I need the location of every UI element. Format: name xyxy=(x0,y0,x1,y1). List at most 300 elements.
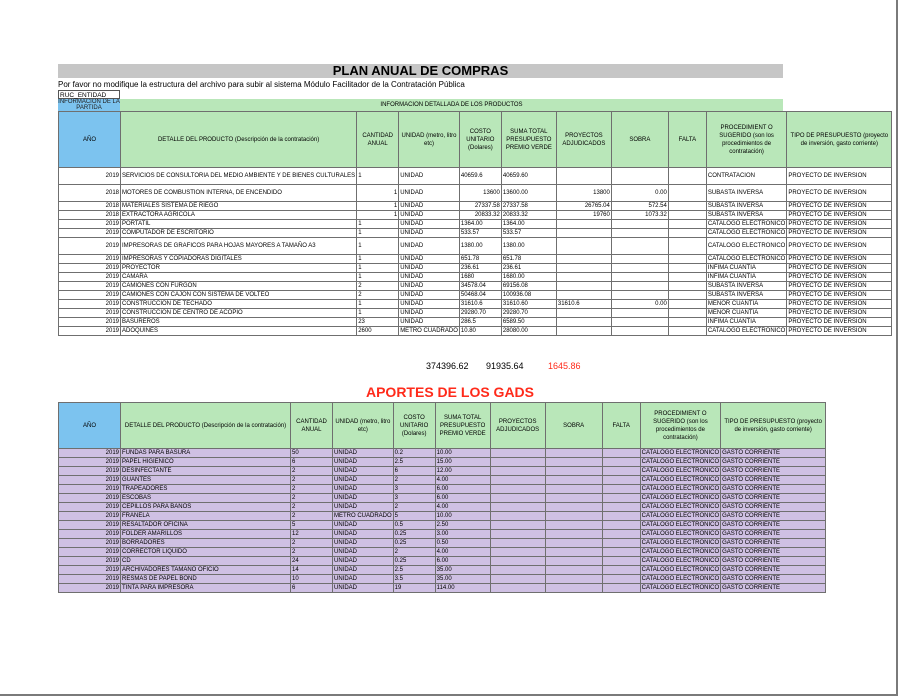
cell-falta[interactable] xyxy=(602,494,640,503)
cell-unidad[interactable]: UNIDAD xyxy=(399,168,460,185)
cell-falta[interactable] xyxy=(602,503,640,512)
cell-tipo[interactable]: GASTO CORRIENTE xyxy=(721,512,826,521)
cell-anio[interactable]: 2018 xyxy=(59,202,121,211)
cell-detalle[interactable]: TINTA PARA IMPRESORA xyxy=(121,584,291,593)
cell-costo[interactable]: 5 xyxy=(393,512,435,521)
ruc-entidad-cell[interactable]: RUC_ENTIDAD xyxy=(58,90,120,99)
cell-unidad[interactable]: UNIDAD xyxy=(333,575,394,584)
cell-falta[interactable] xyxy=(602,530,640,539)
cell-unidad[interactable]: UNIDAD xyxy=(399,229,460,238)
cell-falta[interactable] xyxy=(602,584,640,593)
cell-proyectos[interactable] xyxy=(556,291,611,300)
cell-suma[interactable]: 13600.00 xyxy=(501,185,556,202)
cell-sobra[interactable] xyxy=(611,220,668,229)
cell-proyectos[interactable] xyxy=(556,318,611,327)
cell-cantidad[interactable]: 14 xyxy=(291,566,333,575)
cell-sobra[interactable] xyxy=(545,539,602,548)
cell-cantidad[interactable]: 2 xyxy=(291,485,333,494)
cell-tipo[interactable]: GASTO CORRIENTE xyxy=(721,467,826,476)
cell-falta[interactable] xyxy=(668,318,706,327)
cell-costo[interactable]: 0.5 xyxy=(393,521,435,530)
cell-detalle[interactable]: PAPEL HIGIENICO xyxy=(121,458,291,467)
cell-anio[interactable]: 2019 xyxy=(59,327,121,336)
cell-anio[interactable]: 2019 xyxy=(59,485,121,494)
cell-procedimiento[interactable]: CONTRATACION xyxy=(706,168,786,185)
cell-proyectos[interactable] xyxy=(490,557,545,566)
cell-detalle[interactable]: DESINFECTANTE xyxy=(121,467,291,476)
cell-costo[interactable]: 13600 xyxy=(459,185,501,202)
cell-procedimiento[interactable]: SUBASTA INVERSA xyxy=(706,202,786,211)
cell-proyectos[interactable] xyxy=(556,327,611,336)
cell-cantidad[interactable]: 24 xyxy=(291,557,333,566)
cell-costo[interactable]: 1680 xyxy=(459,273,501,282)
cell-procedimiento[interactable]: INFIMA CUANTIA xyxy=(706,318,786,327)
cell-falta[interactable] xyxy=(668,291,706,300)
cell-detalle[interactable]: CAMIONES CON CAJON CON SISTEMA DE VOLTEO xyxy=(121,291,357,300)
cell-tipo[interactable]: GASTO CORRIENTE xyxy=(721,566,826,575)
cell-unidad[interactable]: UNIDAD xyxy=(333,458,394,467)
cell-anio[interactable]: 2019 xyxy=(59,584,121,593)
cell-detalle[interactable]: CONSTRUCCION DE CENTRO DE ACOPIO xyxy=(121,309,357,318)
cell-procedimiento[interactable]: CATALOGO ELECTRONICO xyxy=(641,531,720,537)
cell-unidad[interactable]: UNIDAD xyxy=(333,476,394,485)
cell-unidad[interactable]: UNIDAD xyxy=(399,309,460,318)
cell-proyectos[interactable] xyxy=(556,264,611,273)
cell-procedimiento[interactable]: CATALOGO ELECTRONICO xyxy=(641,468,720,474)
cell-suma[interactable]: 533.57 xyxy=(501,229,556,238)
cell-detalle[interactable]: FOLDER AMARILLOS xyxy=(121,530,291,539)
cell-tipo[interactable]: PROYECTO DE INVERSION xyxy=(787,238,892,255)
cell-suma[interactable]: 4.00 xyxy=(435,476,490,485)
cell-procedimiento[interactable]: INFIMA CUANTIA xyxy=(706,273,786,282)
cell-proyectos[interactable] xyxy=(556,255,611,264)
cell-sobra[interactable]: 0.00 xyxy=(611,300,668,309)
cell-anio[interactable]: 2019 xyxy=(59,557,121,566)
cell-suma[interactable]: 12.00 xyxy=(435,467,490,476)
cell-falta[interactable] xyxy=(602,449,640,458)
cell-falta[interactable] xyxy=(668,327,706,336)
cell-proyectos[interactable] xyxy=(556,238,611,255)
cell-procedimiento[interactable]: CATALOGO ELECTRONICO xyxy=(641,495,720,501)
cell-costo[interactable]: 651.78 xyxy=(459,255,501,264)
cell-tipo[interactable]: GASTO CORRIENTE xyxy=(721,584,826,593)
cell-falta[interactable] xyxy=(602,521,640,530)
cell-anio[interactable]: 2019 xyxy=(59,467,121,476)
cell-detalle[interactable]: BORRADORES xyxy=(121,539,291,548)
cell-suma[interactable]: 4.00 xyxy=(435,503,490,512)
cell-procedimiento[interactable]: CATALOGO ELECTRONICO xyxy=(641,477,720,483)
cell-tipo[interactable]: GASTO CORRIENTE xyxy=(721,575,826,584)
cell-anio[interactable]: 2019 xyxy=(59,238,121,255)
cell-cantidad[interactable]: 12 xyxy=(291,530,333,539)
cell-proyectos[interactable] xyxy=(490,539,545,548)
cell-tipo[interactable]: PROYECTO DE INVERSION xyxy=(787,318,892,327)
cell-costo[interactable]: 0.2 xyxy=(393,449,435,458)
cell-sobra[interactable] xyxy=(545,485,602,494)
cell-procedimiento[interactable]: CATALOGO ELECTRONICO xyxy=(641,450,720,456)
cell-tipo[interactable]: PROYECTO DE INVERSION xyxy=(787,291,892,300)
cell-suma[interactable]: 6589.50 xyxy=(501,318,556,327)
cell-unidad[interactable]: UNIDAD xyxy=(399,282,460,291)
cell-anio[interactable]: 2019 xyxy=(59,566,121,575)
cell-cantidad[interactable]: 1 xyxy=(357,238,399,255)
cell-falta[interactable] xyxy=(602,458,640,467)
cell-anio[interactable]: 2018 xyxy=(59,211,121,220)
cell-costo[interactable]: 6 xyxy=(393,467,435,476)
cell-proyectos[interactable] xyxy=(490,485,545,494)
cell-tipo[interactable]: PROYECTO DE INVERSION xyxy=(787,300,892,309)
cell-tipo[interactable]: PROYECTO DE INVERSION xyxy=(787,327,892,336)
cell-costo[interactable]: 27337.58 xyxy=(459,202,501,211)
cell-anio[interactable]: 2019 xyxy=(59,168,121,185)
cell-procedimiento[interactable]: INFIMA CUANTIA xyxy=(706,264,786,273)
cell-detalle[interactable]: PROYECTOR xyxy=(121,264,357,273)
cell-proyectos[interactable] xyxy=(490,494,545,503)
cell-cantidad[interactable]: 1 xyxy=(357,273,399,282)
cell-suma[interactable]: 15.00 xyxy=(435,458,490,467)
cell-sobra[interactable] xyxy=(611,327,668,336)
cell-anio[interactable]: 2019 xyxy=(59,521,121,530)
cell-anio[interactable]: 2019 xyxy=(59,575,121,584)
cell-suma[interactable]: 20833.32 xyxy=(501,211,556,220)
cell-tipo[interactable]: PROYECTO DE INVERSION xyxy=(787,168,892,185)
cell-procedimiento[interactable]: CATALOGO ELECTRONICO xyxy=(641,522,720,528)
cell-tipo[interactable]: GASTO CORRIENTE xyxy=(721,548,826,557)
cell-detalle[interactable]: FUNDAS PARA BASURA xyxy=(121,449,291,458)
cell-procedimiento[interactable]: CATALOGO ELECTRONICO xyxy=(706,238,786,255)
cell-cantidad[interactable]: 6 xyxy=(291,458,333,467)
cell-anio[interactable]: 2019 xyxy=(59,255,121,264)
cell-falta[interactable] xyxy=(602,476,640,485)
cell-detalle[interactable]: MATERIALES SISTEMA DE RIEGO xyxy=(121,202,357,211)
cell-detalle[interactable]: CAMARA xyxy=(121,273,357,282)
cell-suma[interactable]: 2.50 xyxy=(435,521,490,530)
cell-sobra[interactable] xyxy=(611,318,668,327)
cell-cantidad[interactable]: 1 xyxy=(357,309,399,318)
cell-costo[interactable]: 3.5 xyxy=(393,575,435,584)
cell-detalle[interactable]: RESMAS DE PAPEL BOND xyxy=(121,575,291,584)
cell-suma[interactable]: 100936.08 xyxy=(501,291,556,300)
cell-proyectos[interactable] xyxy=(490,548,545,557)
cell-sobra[interactable] xyxy=(545,512,602,521)
cell-sobra[interactable] xyxy=(545,530,602,539)
cell-sobra[interactable] xyxy=(545,548,602,557)
cell-sobra[interactable] xyxy=(545,575,602,584)
cell-detalle[interactable]: IMPRESORAS DE GRAFICOS PARA HOJAS MAYORES A TAMAÑO A3 xyxy=(121,238,357,255)
cell-cantidad[interactable]: 2 xyxy=(291,548,333,557)
cell-unidad[interactable]: UNIDAD xyxy=(333,539,394,548)
cell-tipo[interactable]: GASTO CORRIENTE xyxy=(721,476,826,485)
cell-sobra[interactable] xyxy=(545,557,602,566)
cell-anio[interactable]: 2019 xyxy=(59,449,121,458)
cell-cantidad[interactable]: 2 xyxy=(291,503,333,512)
cell-procedimiento[interactable]: CATALOGO ELECTRONICO xyxy=(641,576,720,582)
cell-unidad[interactable]: UNIDAD xyxy=(333,467,394,476)
cell-costo[interactable]: 40659.6 xyxy=(459,168,501,185)
cell-unidad[interactable]: UNIDAD xyxy=(333,530,394,539)
cell-unidad[interactable]: UNIDAD xyxy=(399,264,460,273)
cell-anio[interactable]: 2019 xyxy=(59,318,121,327)
cell-proyectos[interactable] xyxy=(556,220,611,229)
cell-falta[interactable] xyxy=(668,300,706,309)
cell-cantidad[interactable]: 10 xyxy=(291,575,333,584)
cell-procedimiento[interactable]: CATALOGO ELECTRONICO xyxy=(707,256,786,262)
cell-detalle[interactable]: CEPILLOS PARA BAÑOS xyxy=(121,503,291,512)
cell-anio[interactable]: 2018 xyxy=(59,185,121,202)
cell-anio[interactable]: 2019 xyxy=(59,229,121,238)
cell-tipo[interactable]: GASTO CORRIENTE xyxy=(721,449,826,458)
cell-unidad[interactable]: UNIDAD xyxy=(399,255,460,264)
cell-falta[interactable] xyxy=(668,229,706,238)
cell-proyectos[interactable] xyxy=(556,282,611,291)
cell-proyectos[interactable]: 13800 xyxy=(556,185,611,202)
cell-costo[interactable]: 0.25 xyxy=(393,530,435,539)
cell-cantidad[interactable]: 2 xyxy=(291,494,333,503)
cell-costo[interactable]: 34578.04 xyxy=(459,282,501,291)
cell-suma[interactable]: 651.78 xyxy=(501,255,556,264)
cell-tipo[interactable]: PROYECTO DE INVERSION xyxy=(787,229,892,238)
cell-detalle[interactable]: TRAPEADORES xyxy=(121,485,291,494)
cell-sobra[interactable] xyxy=(611,309,668,318)
cell-cantidad[interactable]: 2 xyxy=(357,282,399,291)
cell-proyectos[interactable] xyxy=(490,449,545,458)
cell-costo[interactable]: 286.5 xyxy=(459,318,501,327)
cell-cantidad[interactable]: 1 xyxy=(357,168,399,185)
cell-falta[interactable] xyxy=(668,264,706,273)
cell-procedimiento[interactable]: CATALOGO ELECTRONICO xyxy=(641,549,720,555)
cell-cantidad[interactable]: 2 xyxy=(291,512,333,521)
cell-sobra[interactable] xyxy=(611,273,668,282)
cell-unidad[interactable]: UNIDAD xyxy=(399,318,460,327)
cell-detalle[interactable]: ADOQUINES xyxy=(121,327,357,336)
cell-suma[interactable]: 236.61 xyxy=(501,264,556,273)
cell-detalle[interactable]: CONSTRUCCION DE TECHADO xyxy=(121,300,357,309)
cell-unidad[interactable]: UNIDAD xyxy=(333,503,394,512)
cell-falta[interactable] xyxy=(602,485,640,494)
cell-unidad[interactable]: UNIDAD xyxy=(333,548,394,557)
cell-procedimiento[interactable]: SUBASTA INVERSA xyxy=(706,282,786,291)
cell-unidad[interactable]: METRO CUADRADO xyxy=(400,328,458,334)
cell-detalle[interactable]: CORRECTOR LIQUIDO xyxy=(121,548,291,557)
cell-suma[interactable]: 1380.00 xyxy=(501,238,556,255)
cell-detalle[interactable]: CAMIONES CON FURGON xyxy=(121,282,357,291)
cell-proyectos[interactable] xyxy=(490,476,545,485)
cell-tipo[interactable]: GASTO CORRIENTE xyxy=(721,503,826,512)
cell-suma[interactable]: 3.00 xyxy=(435,530,490,539)
cell-sobra[interactable] xyxy=(545,521,602,530)
cell-sobra[interactable] xyxy=(545,503,602,512)
cell-suma[interactable]: 0.50 xyxy=(435,539,490,548)
cell-unidad[interactable]: UNIDAD xyxy=(333,566,394,575)
cell-tipo[interactable]: GASTO CORRIENTE xyxy=(721,530,826,539)
cell-anio[interactable]: 2019 xyxy=(59,300,121,309)
cell-cantidad[interactable]: 23 xyxy=(357,318,399,327)
cell-anio[interactable]: 2019 xyxy=(59,309,121,318)
cell-procedimiento[interactable]: CATALOGO ELECTRONICO xyxy=(641,504,720,510)
cell-tipo[interactable]: GASTO CORRIENTE xyxy=(721,494,826,503)
cell-proyectos[interactable] xyxy=(556,309,611,318)
cell-unidad[interactable]: UNIDAD xyxy=(333,449,394,458)
cell-unidad[interactable]: UNIDAD xyxy=(399,238,460,255)
cell-anio[interactable]: 2019 xyxy=(59,476,121,485)
cell-cantidad[interactable]: 1 xyxy=(357,220,399,229)
cell-procedimiento[interactable]: CATALOGO ELECTRONICO xyxy=(707,230,786,236)
cell-proyectos[interactable] xyxy=(490,512,545,521)
cell-sobra[interactable] xyxy=(545,458,602,467)
cell-proyectos[interactable] xyxy=(556,168,611,185)
cell-cantidad[interactable]: 1 xyxy=(357,211,399,220)
cell-unidad[interactable]: UNIDAD xyxy=(399,185,460,202)
cell-procedimiento[interactable]: CATALOGO ELECTRONICO xyxy=(707,328,786,334)
cell-suma[interactable]: 35.00 xyxy=(435,566,490,575)
cell-cantidad[interactable]: 1 xyxy=(357,255,399,264)
cell-sobra[interactable] xyxy=(611,291,668,300)
cell-tipo[interactable]: GASTO CORRIENTE xyxy=(721,557,826,566)
cell-proyectos[interactable] xyxy=(556,229,611,238)
cell-sobra[interactable] xyxy=(611,255,668,264)
cell-anio[interactable]: 2019 xyxy=(59,273,121,282)
cell-falta[interactable] xyxy=(602,566,640,575)
cell-falta[interactable] xyxy=(668,273,706,282)
cell-falta[interactable] xyxy=(602,467,640,476)
cell-proyectos[interactable]: 19760 xyxy=(556,211,611,220)
cell-anio[interactable]: 2019 xyxy=(59,264,121,273)
cell-proyectos[interactable]: 26765.04 xyxy=(556,202,611,211)
cell-cantidad[interactable]: 2600 xyxy=(357,327,399,336)
cell-procedimiento[interactable]: SUBASTA INVERSA xyxy=(706,211,786,220)
cell-falta[interactable] xyxy=(668,211,706,220)
cell-unidad[interactable]: UNIDAD xyxy=(333,485,394,494)
cell-detalle[interactable]: CD xyxy=(121,557,291,566)
cell-suma[interactable]: 35.00 xyxy=(435,575,490,584)
cell-tipo[interactable]: GASTO CORRIENTE xyxy=(721,485,826,494)
cell-cantidad[interactable]: 1 xyxy=(357,300,399,309)
cell-suma[interactable]: 29280.70 xyxy=(501,309,556,318)
cell-sobra[interactable] xyxy=(545,449,602,458)
cell-sobra[interactable] xyxy=(545,566,602,575)
cell-proyectos[interactable]: 31610.6 xyxy=(556,300,611,309)
cell-costo[interactable]: 19 xyxy=(393,584,435,593)
cell-unidad[interactable]: UNIDAD xyxy=(333,521,394,530)
cell-falta[interactable] xyxy=(668,255,706,264)
cell-procedimiento[interactable]: SUBASTA INVERSA xyxy=(706,291,786,300)
cell-costo[interactable]: 3 xyxy=(393,494,435,503)
cell-detalle[interactable]: IMPRESORAS Y COPIADORAS DIGITALES xyxy=(121,255,357,264)
cell-falta[interactable] xyxy=(602,548,640,557)
cell-costo[interactable]: 2.5 xyxy=(393,458,435,467)
cell-sobra[interactable] xyxy=(545,494,602,503)
cell-detalle[interactable]: COMPUTADOR DE ESCRITORIO xyxy=(121,229,357,238)
cell-costo[interactable]: 2 xyxy=(393,503,435,512)
cell-tipo[interactable]: PROYECTO DE INVERSION xyxy=(787,220,892,229)
cell-suma[interactable]: 69156.08 xyxy=(501,282,556,291)
cell-anio[interactable]: 2019 xyxy=(59,458,121,467)
cell-tipo[interactable]: PROYECTO DE INVERSION xyxy=(787,309,892,318)
cell-suma[interactable]: 40659.60 xyxy=(501,168,556,185)
cell-unidad[interactable]: UNIDAD xyxy=(333,584,394,593)
cell-suma[interactable]: 10.00 xyxy=(435,449,490,458)
cell-procedimiento[interactable]: CATALOGO ELECTRONICO xyxy=(641,567,720,573)
cell-tipo[interactable]: PROYECTO DE INVERSION xyxy=(787,255,892,264)
cell-sobra[interactable]: 0.00 xyxy=(611,185,668,202)
cell-detalle[interactable]: GUANTES xyxy=(121,476,291,485)
cell-falta[interactable] xyxy=(668,168,706,185)
cell-sobra[interactable] xyxy=(611,168,668,185)
cell-anio[interactable]: 2019 xyxy=(59,539,121,548)
cell-proyectos[interactable] xyxy=(490,467,545,476)
cell-tipo[interactable]: PROYECTO DE INVERSION xyxy=(787,264,892,273)
cell-detalle[interactable]: EXTRACTORA AGRICOLA xyxy=(121,211,357,220)
cell-falta[interactable] xyxy=(668,202,706,211)
cell-falta[interactable] xyxy=(668,238,706,255)
cell-proyectos[interactable] xyxy=(556,273,611,282)
cell-cantidad[interactable]: 1 xyxy=(357,185,399,202)
cell-cantidad[interactable]: 2 xyxy=(291,539,333,548)
cell-sobra[interactable] xyxy=(545,476,602,485)
cell-proyectos[interactable] xyxy=(490,503,545,512)
cell-tipo[interactable]: GASTO CORRIENTE xyxy=(721,521,826,530)
cell-detalle[interactable]: SERVICIOS DE CONSULTORIA DEL MEDIO AMBIENTE Y DE BIENES CULTURALES xyxy=(121,168,357,185)
cell-detalle[interactable]: ARCHIVADORES TAMAÑO OFICIO xyxy=(121,566,291,575)
cell-unidad[interactable]: UNIDAD xyxy=(399,211,460,220)
cell-sobra[interactable] xyxy=(611,264,668,273)
cell-falta[interactable] xyxy=(602,539,640,548)
cell-sobra[interactable] xyxy=(545,584,602,593)
cell-cantidad[interactable]: 1 xyxy=(357,229,399,238)
cell-procedimiento[interactable]: CATALOGO ELECTRONICO xyxy=(641,459,720,465)
cell-suma[interactable]: 6.00 xyxy=(435,494,490,503)
cell-proyectos[interactable] xyxy=(490,584,545,593)
cell-suma[interactable]: 1680.00 xyxy=(501,273,556,282)
cell-sobra[interactable] xyxy=(611,238,668,255)
cell-falta[interactable] xyxy=(668,185,706,202)
cell-unidad[interactable]: UNIDAD xyxy=(399,273,460,282)
cell-costo[interactable]: 29280.70 xyxy=(459,309,501,318)
cell-falta[interactable] xyxy=(668,220,706,229)
cell-sobra[interactable] xyxy=(545,467,602,476)
cell-sobra[interactable] xyxy=(611,282,668,291)
cell-detalle[interactable]: RESALTADOR OFICINA xyxy=(121,521,291,530)
cell-cantidad[interactable]: 2 xyxy=(357,291,399,300)
cell-suma[interactable]: 1364.00 xyxy=(501,220,556,229)
cell-anio[interactable]: 2019 xyxy=(59,548,121,557)
cell-costo[interactable]: 533.57 xyxy=(459,229,501,238)
cell-proyectos[interactable] xyxy=(490,575,545,584)
cell-procedimiento[interactable]: CATALOGO ELECTRONICO xyxy=(641,558,720,564)
cell-suma[interactable]: 4.00 xyxy=(435,548,490,557)
cell-detalle[interactable]: ESCOBAS xyxy=(121,494,291,503)
cell-costo[interactable]: 2 xyxy=(393,476,435,485)
cell-proyectos[interactable] xyxy=(490,530,545,539)
cell-falta[interactable] xyxy=(668,309,706,318)
cell-detalle[interactable]: FRANELA xyxy=(121,512,291,521)
cell-costo[interactable]: 10.80 xyxy=(459,327,501,336)
cell-suma[interactable]: 10.00 xyxy=(435,512,490,521)
cell-suma[interactable]: 27337.58 xyxy=(501,202,556,211)
cell-sobra[interactable]: 1073.32 xyxy=(611,211,668,220)
cell-cantidad[interactable]: 1 xyxy=(357,202,399,211)
cell-costo[interactable]: 20833.32 xyxy=(459,211,501,220)
cell-procedimiento[interactable]: MENOR CUANTIA xyxy=(706,309,786,318)
cell-unidad[interactable]: UNIDAD xyxy=(399,220,460,229)
cell-costo[interactable]: 1364.00 xyxy=(459,220,501,229)
cell-anio[interactable]: 2019 xyxy=(59,512,121,521)
cell-tipo[interactable]: GASTO CORRIENTE xyxy=(721,539,826,548)
cell-unidad[interactable]: UNIDAD xyxy=(399,300,460,309)
cell-costo[interactable]: 236.61 xyxy=(459,264,501,273)
cell-unidad[interactable]: UNIDAD xyxy=(399,202,460,211)
cell-tipo[interactable]: PROYECTO DE INVERSION xyxy=(787,282,892,291)
